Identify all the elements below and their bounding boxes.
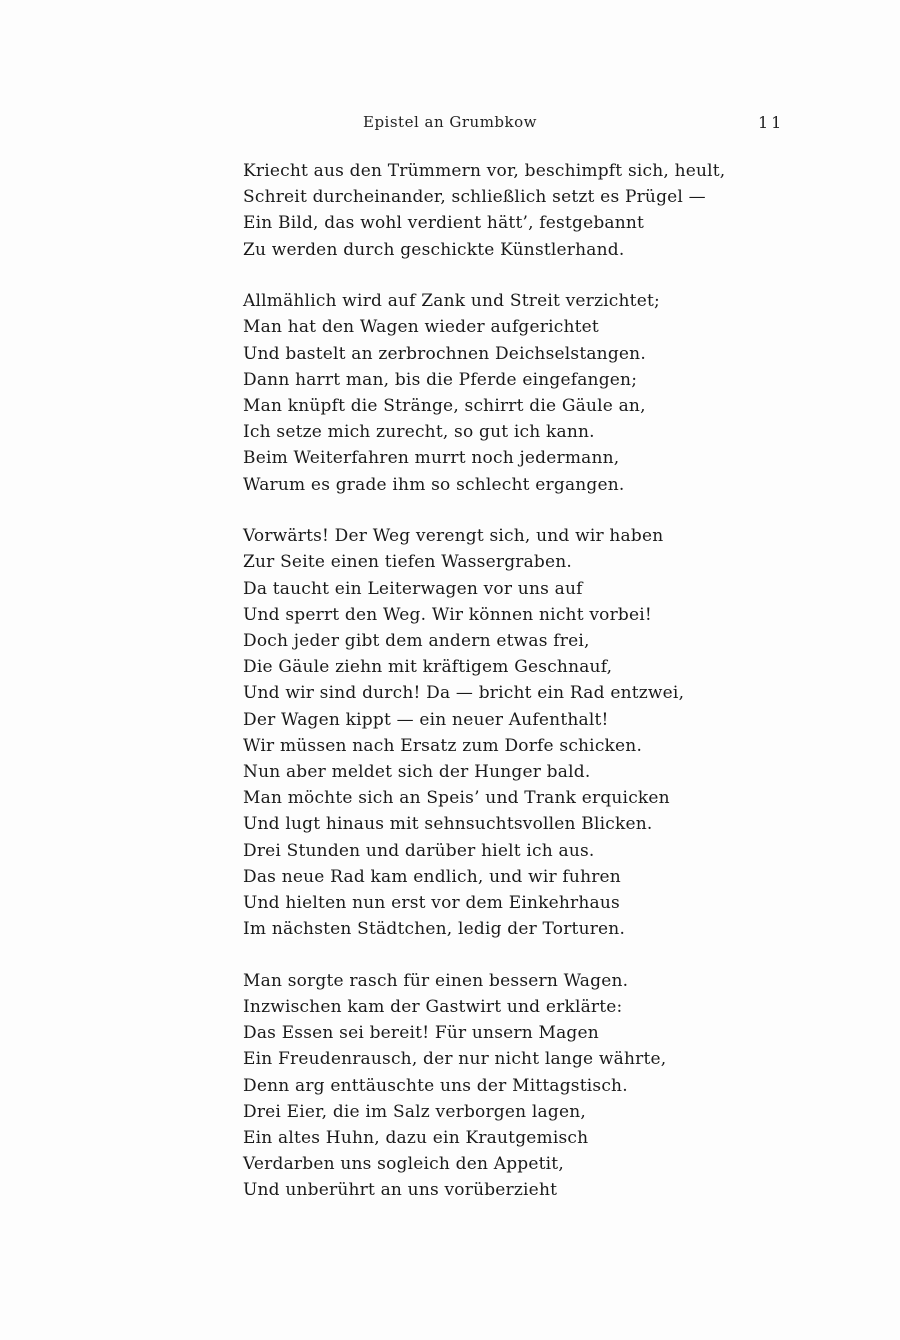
verse-line: Warum es grade ihm so schlecht ergangen. — [243, 474, 625, 495]
verse-line: Man möchte sich an Speis’ und Trank erquicken — [243, 788, 670, 809]
verse-line: Und bastelt an zerbrochnen Deichselstangen. — [243, 343, 646, 364]
verse-line: Beim Weiterfahren murrt noch jedermann, — [243, 448, 620, 469]
verse-line: Ein Bild, das wohl verdient hätt’, festgebannt — [243, 213, 645, 234]
verse-line: Zur Seite einen tiefen Wassergraben. — [243, 552, 573, 573]
verse-line: Und hielten nun erst vor dem Einkehrhaus — [243, 892, 620, 913]
verse-line: Das neue Rad kam endlich, und wir fuhren — [243, 866, 621, 887]
verse-line: Wir müssen nach Ersatz zum Dorfe schicken. — [243, 735, 643, 756]
verse-line: Man hat den Wagen wieder aufgerichtet — [243, 317, 599, 338]
verse-line: Ein Freudenrausch, der nur nicht lange währte, — [243, 1049, 667, 1070]
stanza — [243, 968, 703, 1204]
verse-line: Nun aber meldet sich der Hunger bald. — [243, 761, 591, 782]
verse-line: Verdarben uns sogleich den Appetit, — [243, 1154, 564, 1175]
verse-line: Allmählich wird auf Zank und Streit verzichtet; — [243, 291, 660, 312]
verse-line: Die Gäule ziehn mit kräftigem Geschnauf, — [243, 657, 613, 678]
verse-line: Und unberührt an uns vorüberzieht — [243, 1180, 558, 1201]
verse-line: Der Wagen kippt — ein neuer Aufenthalt! — [243, 709, 609, 730]
verse-line: Dann harrt man, bis die Pferde eingefangen; — [243, 369, 638, 390]
verse-line: Man knüpft die Stränge, schirrt die Gäule an, — [243, 396, 646, 416]
verse-line: Inzwischen kam der Gastwirt und erklärte: — [243, 996, 623, 1017]
verse-line: Ich setze mich zurecht, so gut ich kann. — [243, 422, 595, 443]
verse-line: Man sorgte rasch für einen bessern Wagen. — [243, 970, 629, 991]
running-head: Epistel an Grumbkow — [363, 113, 537, 131]
stanza — [243, 288, 703, 498]
verse-line: Im nächsten Städtchen, ledig der Torturen. — [243, 919, 626, 940]
verse-line: Drei Eier, die im Salz verborgen lagen, — [243, 1101, 586, 1122]
verse-line: Und lugt hinaus mit sehnsuchtsvollen Blicken. — [243, 814, 653, 835]
verse-line: Denn arg enttäuschte uns der Mittagstisch. — [243, 1075, 628, 1096]
stanza — [243, 158, 726, 263]
verse-line: Vorwärts! Der Weg verengt sich, und wir haben — [243, 526, 664, 547]
verse-line: Und wir sind durch! Da — bricht ein Rad entzwei, — [243, 683, 685, 704]
poem-body — [243, 158, 726, 1229]
page-number: 11 — [758, 113, 785, 132]
verse-line: Und sperrt den Weg. Wir können nicht vorbei! — [243, 604, 652, 625]
verse-line: Ein altes Huhn, dazu ein Krautgemisch — [243, 1127, 589, 1148]
verse-line: Da taucht ein Leiterwagen vor uns auf — [243, 578, 583, 599]
verse-line: Schreit durcheinander, schließlich setzt es Prügel — — [243, 187, 706, 208]
verse-line: Das Essen sei bereit! Für unsern Magen — [243, 1023, 599, 1044]
verse-line: Doch jeder gibt dem andern etwas frei, — [243, 631, 590, 651]
verse-line: Drei Stunden und darüber hielt ich aus. — [243, 840, 595, 861]
verse-line: Zu werden durch geschickte Künstlerhand. — [243, 239, 625, 260]
stanza — [243, 523, 703, 942]
verse-line: Kriecht aus den Trümmern vor, beschimpft sich, heult, — [243, 161, 726, 181]
